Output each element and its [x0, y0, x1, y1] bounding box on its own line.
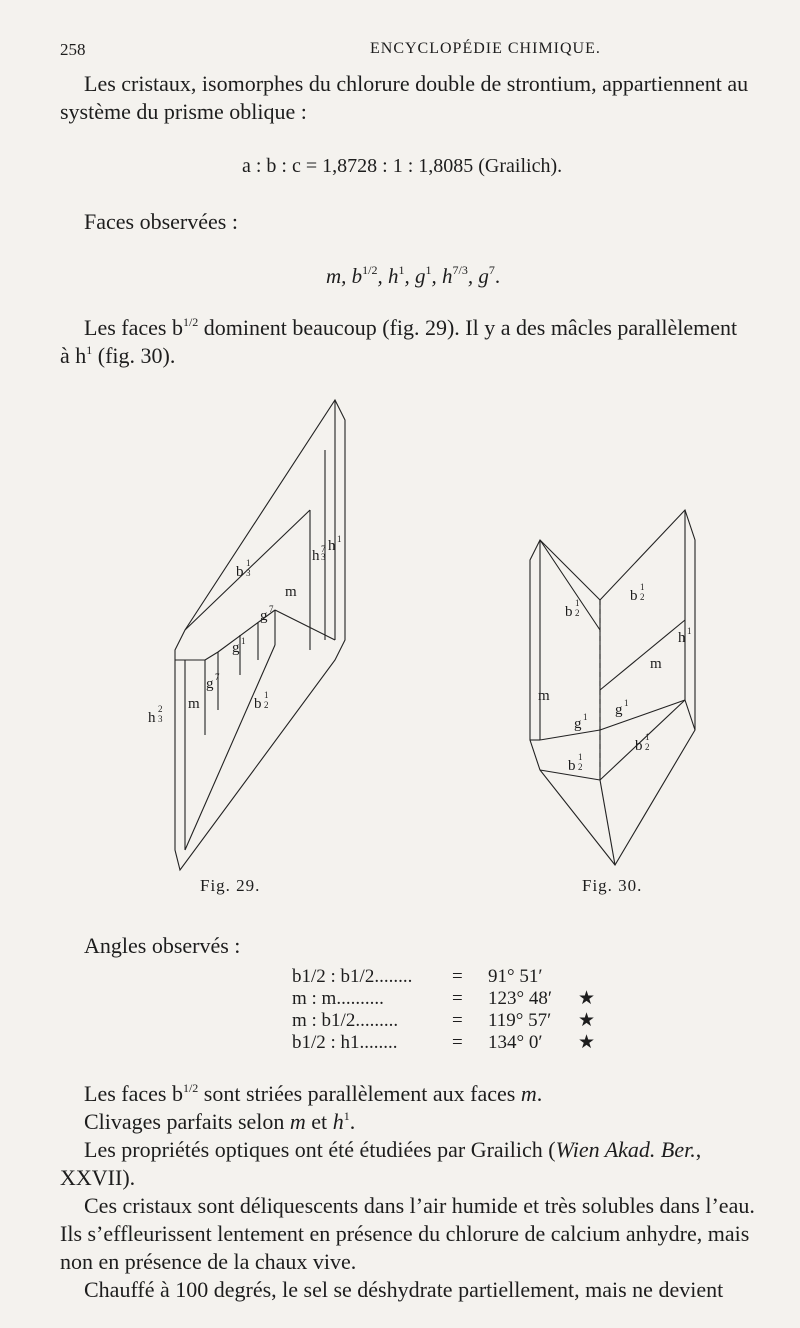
- measured-star: ★: [578, 1032, 596, 1053]
- running-header: [60, 40, 780, 64]
- fig30-label-b: b: [568, 758, 576, 774]
- svg-text:1: 1: [241, 636, 246, 646]
- svg-text:1: 1: [246, 558, 251, 568]
- paragraph-4: Clivages parfaits selon m et $h^1$.: [84, 1109, 356, 1134]
- svg-text:7: 7: [321, 544, 326, 554]
- paragraph-6-line-2: Ils s’effleurissent lentement en présence du chlorure de calcium anhydre, mais: [60, 1221, 750, 1246]
- fig29-outline: [175, 400, 345, 870]
- fig29-edge: [205, 652, 218, 660]
- fig30-label-g: g: [574, 716, 582, 732]
- svg-text:1: 1: [575, 598, 580, 608]
- angle-lhs: b1/2 : b1/2........: [292, 966, 413, 987]
- svg-text:1: 1: [687, 626, 692, 636]
- angle-value: 123° 48′: [488, 988, 553, 1009]
- paragraph-2-line-1: Les faces $b^{1/2}$ dominent beaucoup (fig. 29). Il y a des mâcles parallèlement: [84, 315, 738, 340]
- angle-value: 134° 0′: [488, 1032, 543, 1053]
- fig30-label-b: b: [565, 604, 573, 620]
- fig29-label-b: b: [254, 696, 262, 712]
- fig29-label-b: b: [236, 564, 244, 580]
- figure-30-crystal: [520, 500, 710, 870]
- angle-value: 91° 51′: [488, 966, 543, 987]
- paragraph-1-line-1: Les cristaux, isomorphes du chlorure double de strontium, appartiennent au: [84, 71, 749, 96]
- figure-29-crystal: [140, 390, 370, 880]
- fig30-label-b: b: [630, 588, 638, 604]
- svg-text:2: 2: [158, 704, 163, 714]
- angle-value: 119° 57′: [488, 1010, 552, 1031]
- figure-29-caption: Fig. 29.: [200, 876, 261, 895]
- fig30-edge: [540, 730, 600, 740]
- paragraph-6-line-1: Ces cristaux sont déliquescents dans l’air humide et très solubles dans l’eau.: [84, 1193, 755, 1218]
- svg-text:1: 1: [337, 534, 342, 544]
- fig29-edge: [275, 610, 335, 640]
- svg-text:1: 1: [578, 752, 583, 762]
- svg-text:2: 2: [264, 700, 269, 710]
- fig29-label-m: m: [285, 584, 297, 600]
- measured-star: ★: [578, 988, 596, 1009]
- fig30-label-m: m: [538, 688, 550, 704]
- face-b: b: [351, 264, 363, 288]
- citation: Wien Akad. Ber.: [555, 1137, 696, 1162]
- figure-30-caption: Fig. 30.: [582, 876, 643, 895]
- fig30-edge: [600, 700, 685, 730]
- face-m: m,: [326, 264, 352, 288]
- svg-text:3: 3: [321, 552, 326, 562]
- fig30-outline: [530, 510, 695, 865]
- measured-star: ★: [578, 1010, 596, 1031]
- fig30-label-g: g: [615, 702, 623, 718]
- paragraph-3: Les faces $b^{1/2}$ sont striées parallèlement aux faces m.: [84, 1081, 543, 1106]
- fig29-label-m: m: [188, 696, 200, 712]
- svg-text:1: 1: [264, 690, 269, 700]
- faces-heading: Faces observées :: [84, 209, 238, 234]
- page-number: 258: [60, 40, 86, 59]
- svg-text:7: 7: [215, 672, 220, 682]
- fig29-label-g: g: [206, 676, 214, 692]
- svg-text:3: 3: [158, 714, 163, 724]
- fig29-label-h: h: [312, 548, 320, 564]
- svg-text:2: 2: [640, 592, 645, 602]
- paragraph-5-line-1: Les propriétés optiques ont été étudiées par Grailich (Wien Akad. Ber.,: [84, 1137, 702, 1162]
- fig30-label-m: m: [650, 656, 662, 672]
- running-title: ENCYCLOPÉDIE CHIMIQUE.: [370, 40, 601, 57]
- svg-text:2: 2: [575, 608, 580, 618]
- fig29-label-g: g: [260, 608, 268, 624]
- angle-lhs: b1/2 : h1........: [292, 1032, 398, 1053]
- fig29-label-h: h: [328, 538, 336, 554]
- svg-text:1: 1: [645, 732, 650, 742]
- fig30-label-b: b: [635, 738, 643, 754]
- svg-text:2: 2: [578, 762, 583, 772]
- fig30-edge: [600, 780, 615, 865]
- fig29-edge: [185, 645, 275, 850]
- faces-list: m, $b^{1/2}$, $h^1$, $g^1$, $h^{7/3}$, $g^7$.: [326, 263, 501, 288]
- fig29-label-h: h: [148, 710, 156, 726]
- fig29-label-g: g: [232, 640, 240, 656]
- fig30-edge: [685, 700, 695, 730]
- paragraph-2-line-2: à $h^1$ (fig. 30).: [60, 343, 176, 368]
- axial-ratio: a : b : c = 1,8728 : 1 : 1,8085 (Grailich).: [242, 155, 563, 177]
- paragraph-7-line-1: Chauffé à 100 degrés, le sel se déshydrate partiellement, mais ne devient: [84, 1277, 724, 1302]
- svg-text:1: 1: [624, 698, 629, 708]
- angles-heading: Angles observés :: [84, 933, 241, 958]
- svg-text:1: 1: [583, 712, 588, 722]
- svg-text:3: 3: [246, 568, 251, 578]
- document-page: 258 ENCYCLOPÉDIE CHIMIQUE. Les cristaux, isomorphes du chlorure double de strontium, appartiennent au système du prisme oblique : a : b : c = 1,8728 : 1 : 1,8085 (Grailich). Faces observées : m, $b^{1/2}$, $h^1$, $g^1$, $h^{7/3}$, $g^7$. Les faces $b^{1/2}$ dominent beaucoup (fig. 29). Il y a des mâcles parallèlement à $h^1$ (fig. 30). b 1 3 m g 7 g 1 g 7 m b 1 2 h 2 3 h 7 3 h 1 Fig. 29. b 1 2 b 1 2 h 1 m m g 1 g 1 b 1 2 b 1 2 Fig. 30. Angles observés : b1/2 : b1/2........ = 91° 51′ m : m.......... = 123° 48′ ★ m : b1/2......... = 119° 57′ ★ b1/2 : h1........ = 134° 0′ ★ Les faces $b^{1/2}$ sont striées parallèlement aux faces m. Clivages parfaits selon m et $h^1$. Les propriétés optiques ont été étudiées par Grailich (Wien Akad. Ber., XXVII). Ces cristaux sont déliquescents dans l’air humide et très solubles dans l’eau. Ils s’effleurissent lentement en présence du chlorure de calcium anhydre, mais non en présence de la chaux vive. Chauffé à 100 degrés, le sel se déshydrate partiellement, mais ne devient: [0, 0, 800, 1328]
- angle-lhs: m : m..........: [292, 988, 384, 1009]
- svg-text:1: 1: [640, 582, 645, 592]
- fig30-label-h: h: [678, 630, 686, 646]
- angle-lhs: m : b1/2.........: [292, 1010, 399, 1031]
- svg-text:2: 2: [645, 742, 650, 752]
- paragraph-1-line-2: système du prisme oblique :: [60, 99, 307, 124]
- fig30-edge: [600, 620, 685, 690]
- paragraph-5-line-2: XXVII).: [60, 1165, 136, 1190]
- paragraph-6-line-3: non en présence de la chaux vive.: [60, 1249, 357, 1274]
- svg-text:7: 7: [269, 604, 274, 614]
